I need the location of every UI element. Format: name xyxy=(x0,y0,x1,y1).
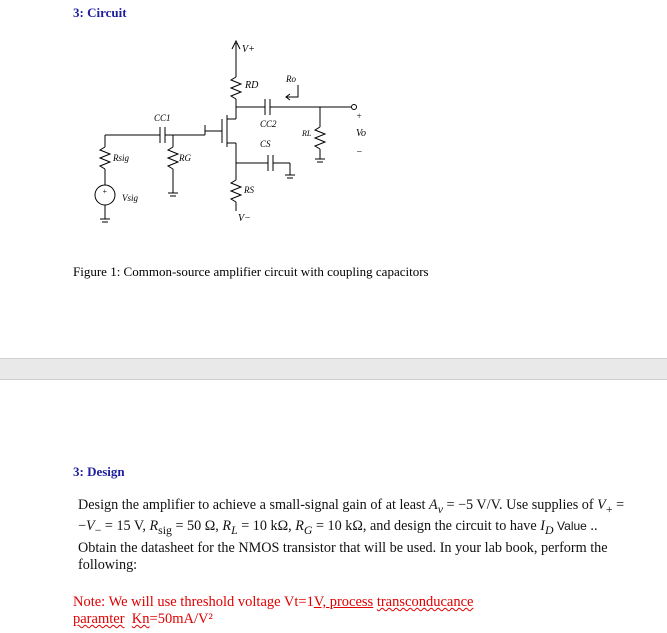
note-paragraph xyxy=(73,594,653,628)
figure-caption: Figure 1: Common-source amplifier circuit with coupling capacitors xyxy=(73,264,429,279)
output-terminal xyxy=(352,105,357,110)
cc2-label: CC2 xyxy=(260,119,277,129)
rg-subscript: G xyxy=(303,523,313,538)
note-v-process: V, process xyxy=(313,594,374,610)
rl-resistor xyxy=(315,127,325,149)
note-transconductance-word: transconducance xyxy=(376,594,474,610)
vplus-subscript: + xyxy=(605,501,613,516)
note-prefix: Note: We will use threshold voltage Vt=1 xyxy=(73,594,314,610)
av-subscript: v xyxy=(437,501,443,516)
vminus-subscript: − xyxy=(94,523,102,538)
para-text-7: = 10 kΩ, and design the circuit to have xyxy=(312,518,541,535)
rl-label: RL xyxy=(302,129,312,138)
av-symbol: A xyxy=(429,497,438,513)
vsig-label: Vsig xyxy=(122,193,139,203)
vplus-symbol: V xyxy=(597,497,606,513)
vminus-label: V− xyxy=(238,213,251,224)
cc1-label: CC1 xyxy=(154,113,171,123)
para-text-3: = − xyxy=(78,497,625,535)
rd-label: RD xyxy=(245,80,259,91)
circuit-heading: 3: Circuit xyxy=(73,5,127,20)
value-placeholder: Value xyxy=(557,519,587,534)
vo-plus-label: + xyxy=(356,111,363,121)
id-symbol: I xyxy=(540,518,545,535)
para-text-6: = 10 kΩ, xyxy=(237,518,296,535)
vo-label: Vo xyxy=(356,128,366,139)
design-paragraph xyxy=(78,497,638,575)
rs-label: RS xyxy=(244,185,254,195)
rg-resistor xyxy=(168,147,178,169)
circuit-diagram xyxy=(90,35,390,235)
rd-resistor xyxy=(231,77,241,99)
vo-minus-label: − xyxy=(356,147,363,158)
rs-resistor xyxy=(231,180,241,202)
rl-subscript: L xyxy=(231,523,238,538)
para-text-8: .. Obtain the datasheet for the NMOS transistor that will be used. In your lab book, perform the following: xyxy=(78,518,608,574)
id-subscript: D xyxy=(544,523,554,538)
cs-label: CS xyxy=(260,139,271,149)
vminus-symbol: V xyxy=(86,518,95,535)
rsig-symbol: R xyxy=(149,518,159,535)
rsig-label: Rsig xyxy=(113,153,130,163)
rg-label: RG xyxy=(179,153,191,163)
para-text-1: Design the amplifier to achieve a small-signal gain of at least xyxy=(78,497,430,513)
note-parameter-word: paramter xyxy=(73,611,125,627)
rsig-resistor xyxy=(100,147,110,169)
document-page-2 xyxy=(0,380,667,633)
page-separator xyxy=(0,358,667,380)
note-suffix: =50mA/V² xyxy=(149,611,213,627)
note-kn: Kn xyxy=(131,611,150,627)
design-heading: 3: Design xyxy=(73,464,125,479)
rl-symbol: R xyxy=(222,518,232,535)
para-text-2: = −5 V/V. Use supplies of xyxy=(442,497,598,513)
para-text-4: = 15 V, xyxy=(101,518,150,535)
ro-label: Ro xyxy=(286,74,296,84)
para-text-5: = 50 Ω, xyxy=(171,518,223,535)
rg-symbol: R xyxy=(295,518,304,535)
vplus-label: V+ xyxy=(242,44,255,55)
rsig-subscript: sig xyxy=(158,523,172,538)
vsig-plus-label: + xyxy=(102,187,108,196)
